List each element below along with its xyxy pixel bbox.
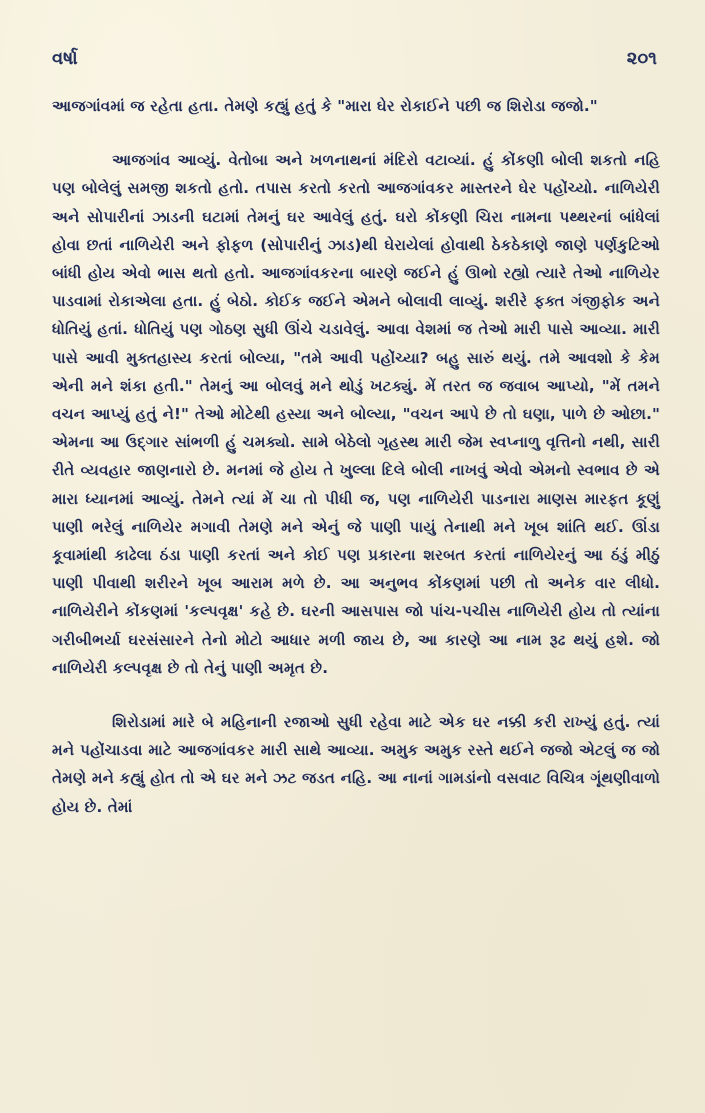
body-text xyxy=(52,92,660,821)
running-head: વર્ષા xyxy=(52,48,78,69)
page-header xyxy=(52,48,657,78)
paragraph-last: શિરોડામાં મારે બે મહિનાની રજાઓ સુધી રહેવા માટે એક ઘર નક્કી કરી રાખ્યું હતું. ત્યાં મને પહોંચાડવા માટે આજગાંવકર મારી સાથે આવ્યા. અમુક અમુક રસ્તે થઈને જજો એટલું જ જો તેમણે મને કહ્યું હોત તો એ ઘર મને ઝટ જડત નહિ. આ નાનાં ગામડાંનો વસવાટ વિચિત્ર ગૂંથણીવાળો હોય છે. તેમાં xyxy=(52,713,660,816)
page-number: ૨૦૧ xyxy=(626,48,657,69)
paragraph-continuation: આજગાંવમાં જ રહેતા હતા. તેમણે કહ્યું હતું કે "મારા ઘેર રોકાઈને પછી જ શિરોડા જજો." xyxy=(52,97,598,115)
paragraph-main: આજગાંવ આવ્યું. વેતોબા અને ખળનાથનાં મંદિરો વટાવ્યાં. હું કોંકણી બોલી શકતો નહિ પણ બોલેલું સમજી શકતો હતો. તપાસ કરતો કરતો આજગાંવકર માસ્તરને ઘેર પહોંચ્યો. નાળિયેરી અને સોપારીનાં ઝાડની ઘટામાં તેમનું ઘર આવેલું હતું. ઘરો કોંકણી ચિરા નામના પથ્થરનાં બાંધેલાં હોવા છતાં નાળિયેરી અને ફોફળ (સોપારીનું ઝાડ)થી ઘેરાયેલાં હોવાથી ઠેકઠેકાણે જાણે પર્ણકુટિઓ બાંધી હોય એવો ભાસ થતો હતો. આજગાંવકરના બારણે જઈને હું ઊભો રહ્યો ત્યારે તેઓ નાળિયેર પાડવામાં રોકાએલા હતા. હું બેઠો. કોઈક જઈને એમને બોલાવી લાવ્યું. શરીરે ફક્ત ગંજીફોક અને ધોતિયું હતાં. ધોતિયું પણ ગોઠણ સુધી ઊંચે ચડાવેલું. આવા વેશમાં જ તેઓ મારી પાસે આવ્યા. મારી પાસે આવી મુક્તહાસ્ય કરતાં બોલ્યા, "તમે આવી પહોંચ્યા? બહુ સારું થયું. તમે આવશો કે કેમ એની મને શંકા હતી." તેમનું આ બોલવું મને થોડું ખટક્યું. મેં તરત જ જવાબ આપ્યો, "મેં તમને વચન આપ્યું હતું ને!" તેઓ મોટેથી હસ્યા અને બોલ્યા, "વચન આપે છે તો ઘણા, પાળે છે ઓછા." એમના આ ઉદ્ગાર સાંભળી હું ચમક્યો. સામે બેઠેલો ગૃહસ્થ મારી જેમ સ્વપ્નાળુ વૃત્તિનો નથી, સારી રીતે વ્યવહાર જાણનારો છે. મનમાં જે હોય તે ખુલ્લા દિલે બોલી નાખવું એવો એમનો સ્વભાવ છે એ મારા ધ્યાનમાં આવ્યું. તેમને ત્યાં મેં ચા તો પીધી જ, પણ નાળિયેરી પાડનારા માણસ મારફત કૂણું પાણી ભરેલું નાળિયેર મગાવી તેમણે મને એનું જે પાણી પાયું તેનાથી મને ખૂબ શાંતિ થઈ. ઊંડા કૂવામાંથી કાઢેલા ઠંડા પાણી કરતાં અને કોઈ પણ પ્રકારના શરબત કરતાં નાળિયેરનું આ ઠંડું મીઠું પાણી પીવાથી શરીરને ખૂબ આરામ મળે છે. આ અનુભવ કોંકણમાં પછી તો અનેક વાર લીધો. નાળિયેરીને કોંકણમાં 'કલ્પવૃક્ષ' કહે છે. ઘરની આસપાસ જો પાંચ-પચીસ નાળિયેરી હોય તો ત્યાંના ગરીબીભર્યા ઘરસંસારને તેનો મોટો આધાર મળી જાય છે, આ કારણે આ નામ રૂઢ થયું હશે. જો નાળિયેરી કલ્પવૃક્ષ છે તો તેનું પાણી અમૃત છે. xyxy=(52,151,660,677)
